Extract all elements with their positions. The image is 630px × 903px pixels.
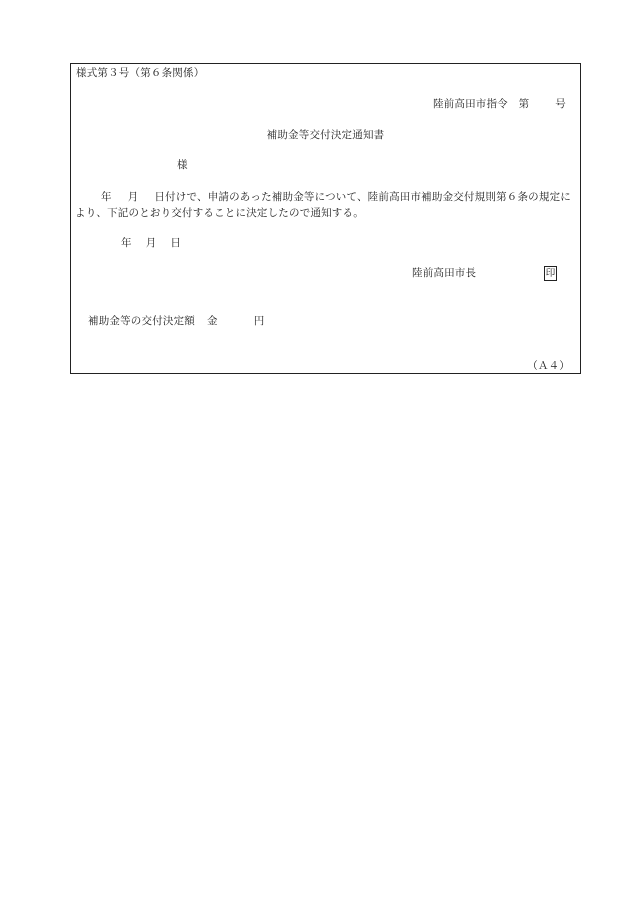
document-number-prefix: 陸前高田市指令 第 — [432, 98, 530, 110]
recipient-honorific: 様 — [177, 159, 188, 171]
notice-date — [121, 237, 181, 250]
document-number-suffix: 号 — [555, 98, 566, 110]
issuer-title: 陸前高田市長 — [412, 267, 477, 279]
body-month-label: 月 — [127, 191, 139, 203]
form-number: 様式第３号（第６条関係） — [76, 67, 205, 79]
notice-date-year: 年 — [121, 237, 132, 249]
body-year-label: 年 — [101, 191, 112, 203]
paper-size-label: （Ａ４） — [527, 360, 570, 372]
notice-date-month: 月 — [145, 237, 157, 249]
grant-amount-prefix: 金 — [207, 315, 218, 327]
body-text: 日付けで、申請のあった補助金等について、陸前高田市補助金交付規則第６条の規定により、下記のとおり交付することに決定したので通知する。 — [75, 191, 571, 219]
grant-amount-row — [88, 315, 264, 328]
notice-date-day: 日 — [170, 237, 182, 249]
grant-amount-unit: 円 — [253, 315, 265, 327]
notice-body — [75, 189, 578, 221]
document-title: 補助金等交付決定通知書 — [266, 129, 385, 141]
document-number — [433, 98, 566, 111]
form-frame — [70, 63, 581, 374]
grant-amount-label: 補助金等の交付決定額 — [88, 315, 195, 327]
seal-mark: 印 — [545, 268, 556, 279]
